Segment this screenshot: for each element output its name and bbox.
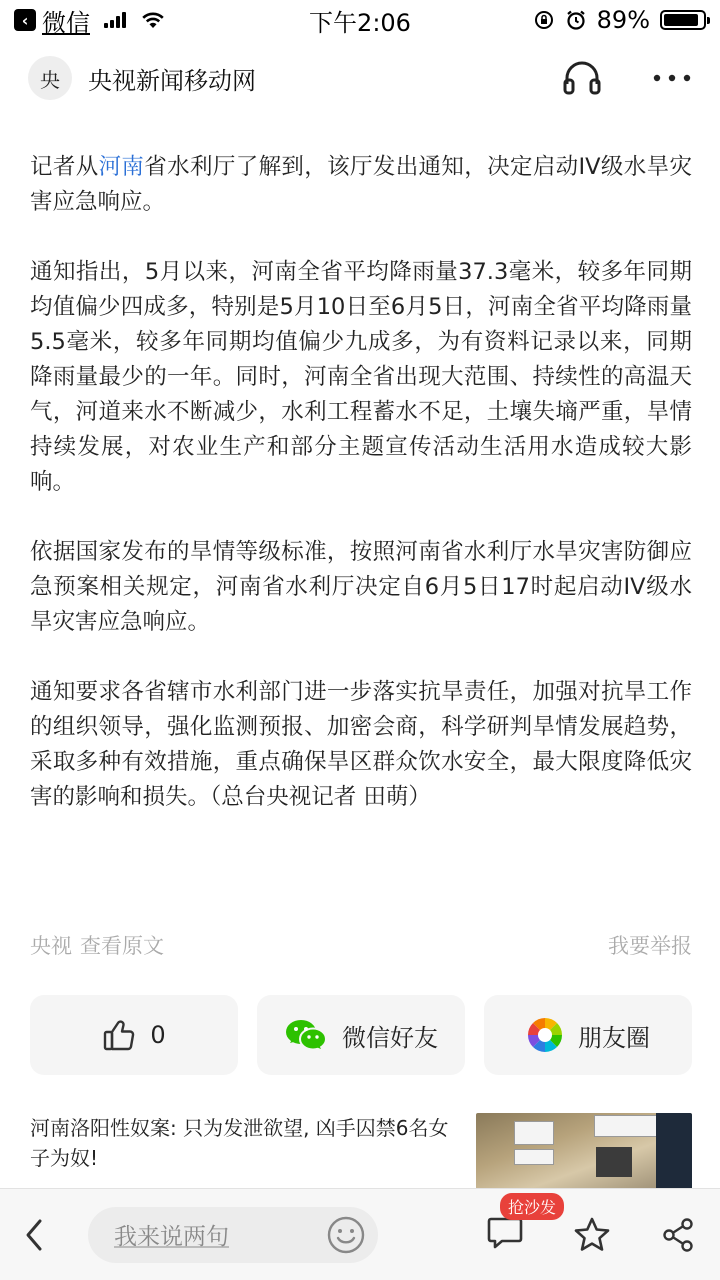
thumbnail-caption-box	[514, 1149, 554, 1165]
source-label: 央视	[30, 934, 72, 958]
paragraph-text: 记者从	[30, 154, 99, 180]
orientation-lock-icon	[533, 9, 555, 31]
back-to-app-icon[interactable]: ‹	[14, 9, 36, 31]
related-article-title[interactable]: 河南洛阳性奴案: 只为发泄欲望, 凶手囚禁6名女子为奴!	[30, 1116, 449, 1170]
comments-button[interactable]	[486, 1197, 557, 1255]
wifi-icon	[140, 11, 166, 29]
comment-input[interactable]	[88, 1207, 378, 1263]
thumbnail-shadow	[656, 1113, 692, 1193]
comment-badge: 抢沙发	[500, 1193, 564, 1220]
wechat-icon	[284, 1017, 328, 1053]
article-paragraph-3: 依据国家发布的旱情等级标准，按照河南省水利厅水旱灾害防御应急预案相关规定，河南省水利厅决定自6月5日17时起启动IV级水旱灾害应急响应。	[30, 539, 692, 635]
battery-percent: 89%	[596, 6, 650, 34]
source-avatar[interactable]: 央	[28, 56, 72, 100]
moments-label: 朋友圈	[578, 1023, 650, 1052]
header-actions	[562, 60, 692, 96]
battery-fill	[664, 14, 698, 26]
alarm-icon	[565, 9, 587, 31]
thumbnail-caption-box	[514, 1121, 554, 1145]
article-paragraph-2: 通知指出，5月以来，河南全省平均降雨量37.3毫米，较多年同期均值偏少四成多，特别是5月10日至6月5日，河南全省平均降雨量5.5毫米，较多年同期均值偏少九成多，为有资料记录以来，同期降雨量最少的一年。同时，河南全省出现大范围、持续性的高温天气，河道来水不断减少，水利工程蓄水不足，土壤失墒严重，旱情持续发展，对农业生产和部分主题宣传活动生活用水造成较大影响。	[30, 259, 692, 495]
signal-icon	[104, 12, 126, 28]
more-dots-icon	[652, 73, 692, 83]
battery-icon	[660, 10, 706, 30]
moments-aperture-icon	[526, 1016, 564, 1054]
keyword-link[interactable]: 河南	[98, 154, 145, 180]
thumbnail-caption-box	[594, 1115, 660, 1137]
thumbnail-figure	[596, 1147, 632, 1177]
related-article-thumbnail[interactable]	[476, 1113, 692, 1193]
smiley-icon[interactable]	[326, 1215, 366, 1255]
article-paragraph-4: 通知要求各省辖市水利部门进一步落实抗旱责任，加强对抗旱工作的组织领导，强化监测预报、加密会商，科学研判旱情发展趋势，采取多种有效措施，重点确保旱区群众饮水安全，最大限度降低灾害的影响和损失。（总台央视记者 田萌）	[30, 679, 692, 810]
bottom-toolbar	[0, 1188, 720, 1280]
like-button[interactable]	[30, 995, 238, 1075]
bottom-actions	[486, 1197, 696, 1255]
action-row	[30, 995, 692, 1075]
comment-bubble-icon	[486, 1215, 524, 1251]
chevron-left-icon	[24, 1218, 44, 1252]
thumbs-up-icon	[102, 1018, 136, 1052]
more-button[interactable]	[652, 73, 692, 83]
paragraph-text: 省水利厅了解到，该厅发出通知，决定启动IV级水旱灾害应急响应。	[30, 154, 692, 215]
share-wechat-friend-button[interactable]	[257, 995, 465, 1075]
status-right	[533, 6, 706, 34]
comment-placeholder: 我来说两句	[114, 1224, 229, 1250]
back-button[interactable]	[24, 1218, 44, 1252]
status-time: 下午2:06	[309, 8, 411, 37]
wechat-friend-label: 微信好友	[342, 1023, 438, 1052]
article-paragraph-1	[30, 150, 692, 220]
related-article[interactable]	[30, 1113, 692, 1193]
source-name[interactable]: 央视新闻移动网	[88, 66, 256, 95]
meta-left	[30, 930, 164, 960]
favorite-button[interactable]	[572, 1216, 612, 1254]
article-header	[0, 48, 720, 108]
share-button[interactable]	[660, 1217, 696, 1253]
like-count: 0	[150, 1021, 166, 1049]
back-app-label[interactable]: 微信	[42, 8, 90, 37]
status-bar	[0, 0, 720, 40]
headphones-icon	[562, 60, 602, 96]
article-meta	[30, 930, 692, 960]
view-original-link[interactable]: 查看原文	[80, 934, 164, 958]
star-icon	[572, 1216, 612, 1254]
share-moments-button[interactable]	[484, 995, 692, 1075]
status-left	[14, 3, 166, 38]
article-body	[30, 150, 692, 850]
share-icon	[660, 1217, 696, 1253]
report-link[interactable]: 我要举报	[608, 934, 692, 958]
listen-button[interactable]	[562, 60, 602, 96]
